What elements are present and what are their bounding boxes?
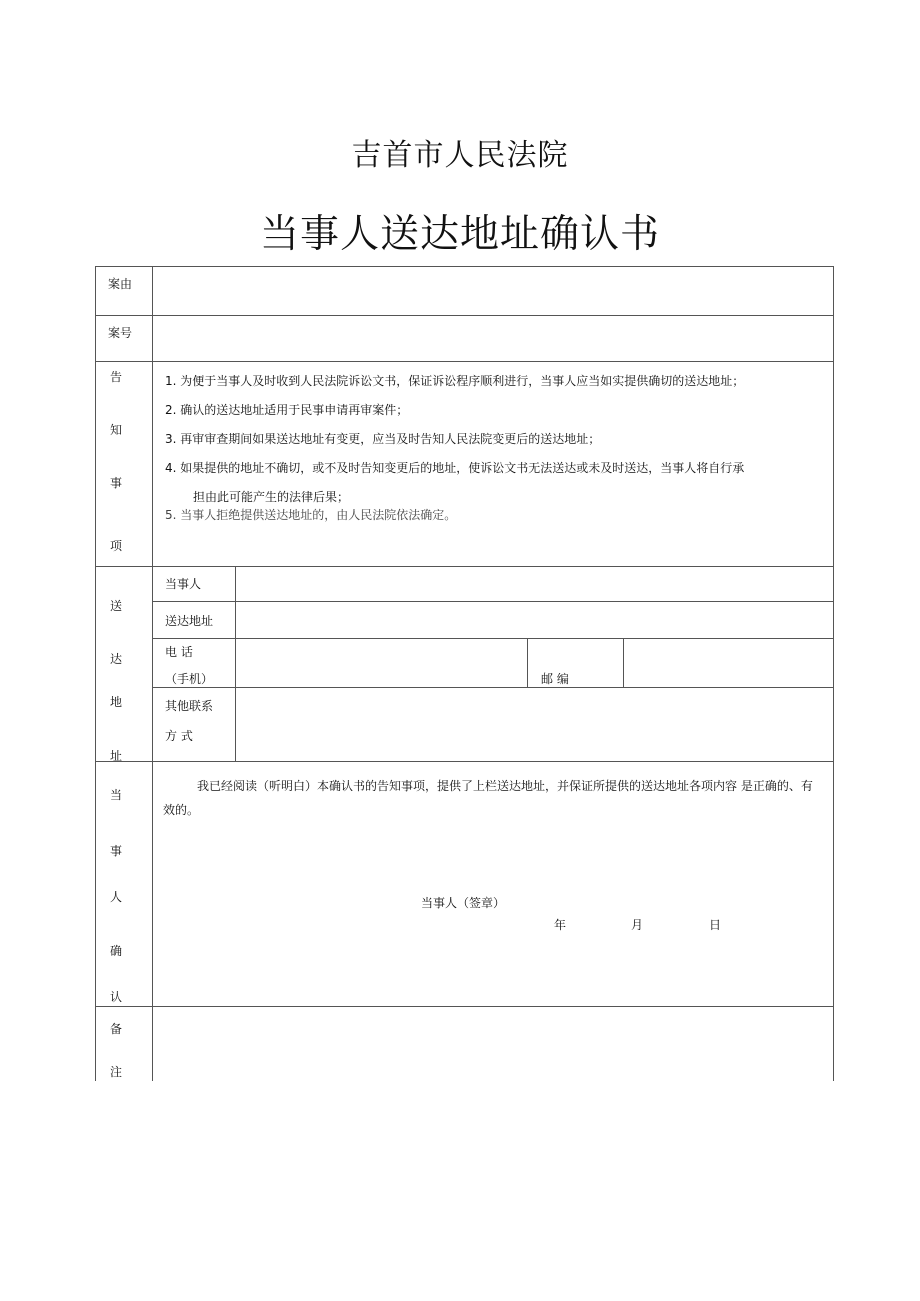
phone-field[interactable] [236,639,528,688]
date-year-label: 年 [554,918,567,932]
other-contact-label-2: 方 式 [165,729,193,743]
date-day-label: 日 [709,918,722,932]
row-case-cause [96,267,834,316]
document-title: 当事人送达地址确认书 [259,212,660,257]
confirm-label-char: 事 [109,844,122,858]
notice-label-char: 知 [109,423,122,437]
signature-label: 当事人（签章） [421,896,506,910]
postcode-field[interactable] [624,639,834,688]
case-number-label: 案号 [108,326,133,340]
confirm-label-cell [96,762,153,1007]
notice-content-cell [153,362,834,567]
notice-label-char: 事 [109,476,122,490]
notice-item-5-cut-off: 5. 当事人拒绝提供送达地址的，由人民法院依法确定。 [165,508,457,522]
row-case-number [96,316,834,362]
remarks-label-char: 注 [109,1065,122,1079]
phone-label: 电 话 [165,645,193,659]
delivery-address-label: 送达地址 [165,614,214,628]
address-label-char: 达 [109,652,122,666]
party-label-cell [153,567,236,602]
postcode-label: 邮 编 [541,672,569,686]
address-label-cell [96,567,153,762]
notice-label-char: 项 [109,539,122,553]
row-notice [96,362,834,567]
remarks-label-char: 备 [109,1022,122,1036]
party-field[interactable] [236,567,834,602]
court-name: 吉首市人民法院 [351,138,569,173]
case-cause-label: 案由 [108,277,133,291]
notice-item-4-continued: 担由此可能产生的法律后果； [193,490,350,504]
notice-item-1: 1. 为便于当事人及时收到人民法院诉讼文书，保证诉讼程序顺利进行，当事人应当如实提供确切的送达地址； [165,374,745,388]
confirm-label-char: 认 [109,990,122,1004]
notice-label-char: 告 [109,370,122,384]
delivery-address-field[interactable] [236,602,834,639]
row-party [96,567,834,602]
address-label-char: 送 [109,599,122,613]
row-party-confirmation [96,762,834,1007]
confirm-statement: 我已经阅读（听明白）本确认书的告知事项，提供了上栏送达地址，并保证所提供的送达地址各项内容 是正确的、有效的。 [163,779,813,817]
date-month-label: 月 [631,918,644,932]
remarks-label-cell [96,1007,153,1082]
row-remarks [96,1007,834,1082]
case-cause-label-cell [96,267,153,316]
other-contact-field[interactable] [236,688,834,762]
address-label-char: 地 [109,695,122,709]
notice-item-3: 3. 再审审查期间如果送达地址有变更，应当及时告知人民法院变更后的送达地址； [165,432,601,446]
confirmation-form-table [95,266,834,1081]
confirm-label-char: 当 [109,788,122,802]
case-number-label-cell [96,316,153,362]
case-number-field[interactable] [153,316,834,362]
other-contact-label-cell [153,688,236,762]
notice-item-4: 4. 如果提供的地址不确切，或不及时告知变更后的地址，使诉讼文书无法送达或未及时送达，当事人将自行承 [165,461,745,475]
row-delivery-address [96,602,834,639]
notice-item-2: 2. 确认的送达地址适用于民事申请再审案件； [165,403,409,417]
row-other-contact [96,688,834,762]
postcode-label-cell [528,639,624,688]
confirm-label-char: 确 [109,944,122,958]
notice-label-cell [96,362,153,567]
party-label: 当事人 [165,577,202,591]
other-contact-label: 其他联系 [165,699,214,713]
address-label-char: 址 [109,749,122,763]
phone-label-cell [153,639,236,688]
delivery-address-label-cell [153,602,236,639]
phone-label-mobile: （手机） [165,672,214,686]
case-cause-field[interactable] [153,267,834,316]
remarks-field[interactable] [153,1007,834,1082]
confirm-content-cell [153,762,834,1007]
confirm-label-char: 人 [109,890,122,904]
row-phone-postcode [96,639,834,688]
